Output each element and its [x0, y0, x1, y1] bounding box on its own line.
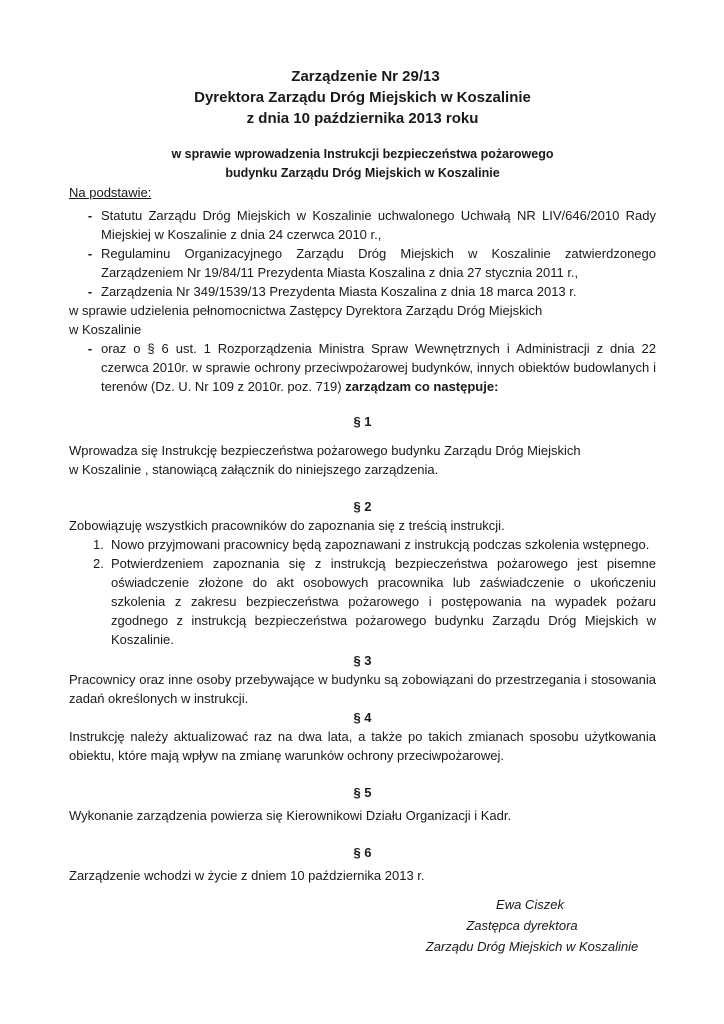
section-1-line-1: Wprowadza się Instrukcję bezpieczeństwa pożarowego budynku Zarządu Dróg Miejskich — [69, 443, 581, 458]
dash-bullet: - — [87, 341, 93, 356]
regulation-item — [101, 339, 656, 396]
section-4-heading: § 4 — [353, 710, 372, 725]
list-item — [93, 554, 656, 649]
title-line-3: z dnia 10 października 2013 roku — [246, 110, 479, 127]
list-item — [69, 282, 656, 301]
basis-label: Na podstawie: — [69, 185, 152, 200]
dash-bullet: - — [87, 208, 93, 223]
item-number: 2. — [93, 556, 104, 571]
signature-name: Ewa Ciszek — [496, 897, 564, 912]
section-3-heading: § 3 — [353, 653, 372, 668]
list-item — [69, 244, 656, 282]
list-item — [69, 206, 656, 244]
dash-bullet: - — [87, 246, 93, 261]
basis-item-3: Zarządzenia Nr 349/1539/13 Prezydenta Miasta Koszalina z dnia 18 marca 2013 r. — [101, 284, 577, 299]
document-page — [69, 66, 656, 885]
basis-list — [69, 206, 656, 301]
dash-bullet: - — [87, 284, 93, 299]
section-6-text: Zarządzenie wchodzi w życie z dniem 10 października 2013 r. — [69, 868, 425, 883]
document-title — [69, 66, 656, 129]
section-2-item-2: Potwierdzeniem zapoznania się z instrukcją bezpieczeństwa pożarowego jest pisemne oświadczenie złożone do akt osobowych pracownika lub zaświadczenie o ukończeniu szkolenia z zakresu bezpieczeństwa pożarowego i postępowania na wypadek pożaru zgodnego z instrukcją bezpieczeństwa pożarowego budynku Zarządu Dróg Miejskich w Koszalinie. — [111, 556, 656, 647]
regulation-text: oraz o § 6 ust. 1 Rozporządzenia Ministra Spraw Wewnętrznych i Administracji z dnia 22 czerwca 2010r. w sprawie ochrony przeciwpożarowej budynków, innych obiektów budowlanych i terenów (Dz. U. Nr 109 z 2010r. poz. 719) — [101, 341, 656, 394]
title-line-1: Zarządzenie Nr 29/13 — [291, 68, 440, 85]
subject-line-2: budynku Zarządu Dróg Miejskich w Koszalinie — [225, 166, 500, 180]
basis-item-1: Statutu Zarządu Dróg Miejskich w Koszalinie uchwalonego Uchwałą NR LIV/646/2010 Rady Miejskiej w Koszalinie z dnia 24 czerwca 2010 r., — [101, 208, 656, 242]
section-4-text: Instrukcję należy aktualizować raz na dwa lata, a także po takich zmianach sposobu użytkowania obiektu, które mają wpływ na zmianę warunków ochrony przeciwpożarowej. — [69, 729, 656, 763]
section-2-intro: Zobowiązuję wszystkich pracowników do zapoznania się z treścią instrukcji. — [69, 518, 505, 533]
document-subject — [69, 145, 656, 183]
item-number: 1. — [93, 537, 104, 552]
section-2-item-1: Nowo przyjmowani pracownicy będą zapoznawani z instrukcją podczas szkolenia wstępnego. — [111, 537, 650, 552]
title-line-2: Dyrektora Zarządu Dróg Miejskich w Koszalinie — [194, 89, 531, 106]
regulation-bold: zarządzam co następuje: — [345, 379, 499, 394]
section-1-line-2: w Koszalinie , stanowiącą załącznik do niniejszego zarządzenia. — [69, 462, 439, 477]
list-item — [93, 535, 656, 554]
signature-role: Zastępca dyrektora — [466, 918, 578, 933]
signature-org: Zarządu Dróg Miejskich w Koszalinie — [425, 939, 639, 954]
section-6-heading: § 6 — [353, 845, 372, 860]
section-5-text: Wykonanie zarządzenia powierza się Kierownikowi Działu Organizacji i Kadr. — [69, 808, 512, 823]
section-2-heading: § 2 — [353, 499, 372, 514]
proxy-line-2: w Koszalinie — [69, 322, 142, 337]
section-5-heading: § 5 — [353, 785, 372, 800]
section-1-heading: § 1 — [353, 414, 372, 429]
subject-line-1: w sprawie wprowadzenia Instrukcji bezpieczeństwa pożarowego — [171, 147, 554, 161]
basis-item-2: Regulaminu Organizacyjnego Zarządu Dróg Miejskich w Koszalinie zatwierdzonego Zarządzeniem Nr 19/84/11 Prezydenta Miasta Koszalina z dnia 27 stycznia 2011 r., — [101, 246, 656, 280]
section-3-text: Pracownicy oraz inne osoby przebywające w budynku są zobowiązani do przestrzegania i stosowania zadań określonych w instrukcji. — [69, 672, 656, 706]
proxy-line-1: w sprawie udzielenia pełnomocnictwa Zastępcy Dyrektora Zarządu Dróg Miejskich — [69, 303, 543, 318]
list-item — [69, 339, 656, 396]
signature-block — [400, 895, 640, 959]
